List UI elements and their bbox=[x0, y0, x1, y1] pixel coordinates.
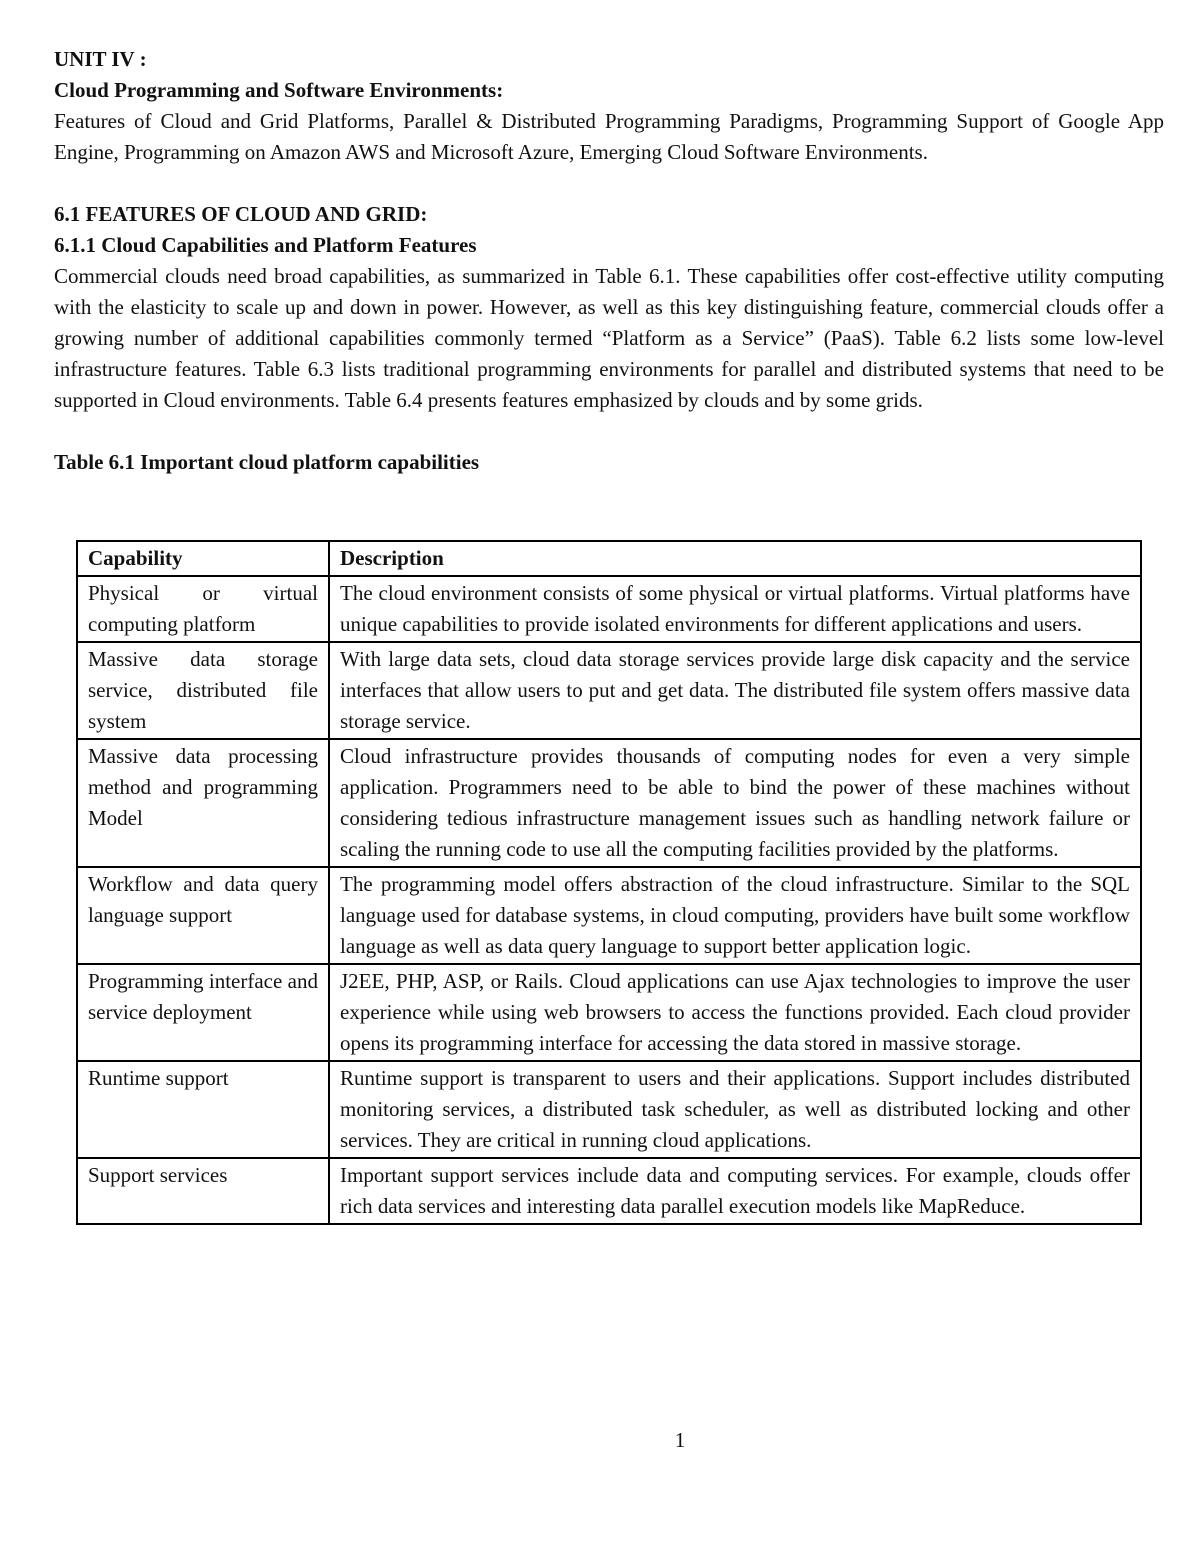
page-number: 1 bbox=[674, 1428, 686, 1452]
description-cell: The cloud environment consists of some physical or virtual platforms. Virtual platforms have unique capabilities to provide isolated environments for different applications and users. bbox=[329, 576, 1141, 642]
header-description: Description bbox=[329, 541, 1141, 576]
description-cell: Important support services include data and computing services. For example, clouds offer rich data services and interesting data parallel execution models like MapReduce. bbox=[329, 1158, 1141, 1224]
capability-cell: Runtime support bbox=[77, 1061, 329, 1158]
table-row bbox=[77, 867, 1141, 964]
description-cell: Runtime support is transparent to users and their applications. Support includes distributed monitoring services, a distributed task scheduler, as well as distributed locking and other services. They are critical in running cloud applications. bbox=[329, 1061, 1141, 1158]
capability-cell: Massive data storage service, distributed file system bbox=[77, 642, 329, 739]
unit-topics: Features of Cloud and Grid Platforms, Parallel & Distributed Programming Paradigms, Programming Support of Google App Engine, Programming on Amazon AWS and Microsoft Azure, Emerging Cloud Software Environments. bbox=[54, 109, 1164, 164]
spacer bbox=[54, 168, 1164, 199]
table-row bbox=[77, 739, 1141, 867]
section-paragraph: Commercial clouds need broad capabilities, as summarized in Table 6.1. These capabilities offer cost-effective utility computing with the elasticity to scale up and down in power. However, as well as this key distinguishing feature, commercial clouds offer a growing number of additional capabilities commonly termed “Platform as a Service” (PaaS). Table 6.2 lists some low-level infrastructure features. Table 6.3 lists traditional programming environments for parallel and distributed systems that need to be supported in Cloud environments. Table 6.4 presents features emphasized by clouds and by some grids. bbox=[54, 264, 1164, 412]
capability-cell: Programming interface and service deployment bbox=[77, 964, 329, 1061]
section-subheading: 6.1.1 Cloud Capabilities and Platform Features bbox=[54, 233, 477, 257]
table-row bbox=[77, 1061, 1141, 1158]
section-heading: 6.1 FEATURES OF CLOUD AND GRID: bbox=[54, 202, 428, 226]
unit-subtitle: Cloud Programming and Software Environments: bbox=[54, 78, 504, 102]
description-cell: With large data sets, cloud data storage services provide large disk capacity and the service interfaces that allow users to put and get data. The distributed file system offers massive data storage service. bbox=[329, 642, 1141, 739]
capability-cell: Massive data processing method and programming Model bbox=[77, 739, 329, 867]
description-cell: The programming model offers abstraction of the cloud infrastructure. Similar to the SQL language used for database systems, in cloud computing, providers have built some workflow language as well as data query language to support better application logic. bbox=[329, 867, 1141, 964]
header-capability: Capability bbox=[77, 541, 329, 576]
capability-cell: Physical or virtual computing platform bbox=[77, 576, 329, 642]
description-cell: J2EE, PHP, ASP, or Rails. Cloud applications can use Ajax technologies to improve the user experience while using web browsers to access the functions provided. Each cloud provider opens its programming interface for accessing the data stored in massive storage. bbox=[329, 964, 1141, 1061]
table-row bbox=[77, 1158, 1141, 1224]
description-cell: Cloud infrastructure provides thousands of computing nodes for even a very simple application. Programmers need to be able to bind the power of these machines without considering tedious infrastructure management issues such as handling network failure or scaling the running code to use all the computing facilities provided by the platforms. bbox=[329, 739, 1141, 867]
unit-heading: UNIT IV : bbox=[54, 47, 147, 71]
capability-cell: Workflow and data query language support bbox=[77, 867, 329, 964]
table-caption: Table 6.1 Important cloud platform capabilities bbox=[54, 450, 480, 474]
table-row bbox=[77, 642, 1141, 739]
document-page bbox=[54, 44, 1164, 478]
capability-cell: Support services bbox=[77, 1158, 329, 1224]
table-row bbox=[77, 964, 1141, 1061]
table-row bbox=[77, 576, 1141, 642]
table-header-row bbox=[77, 541, 1141, 576]
spacer bbox=[54, 416, 1164, 447]
capabilities-table bbox=[76, 540, 1142, 1225]
